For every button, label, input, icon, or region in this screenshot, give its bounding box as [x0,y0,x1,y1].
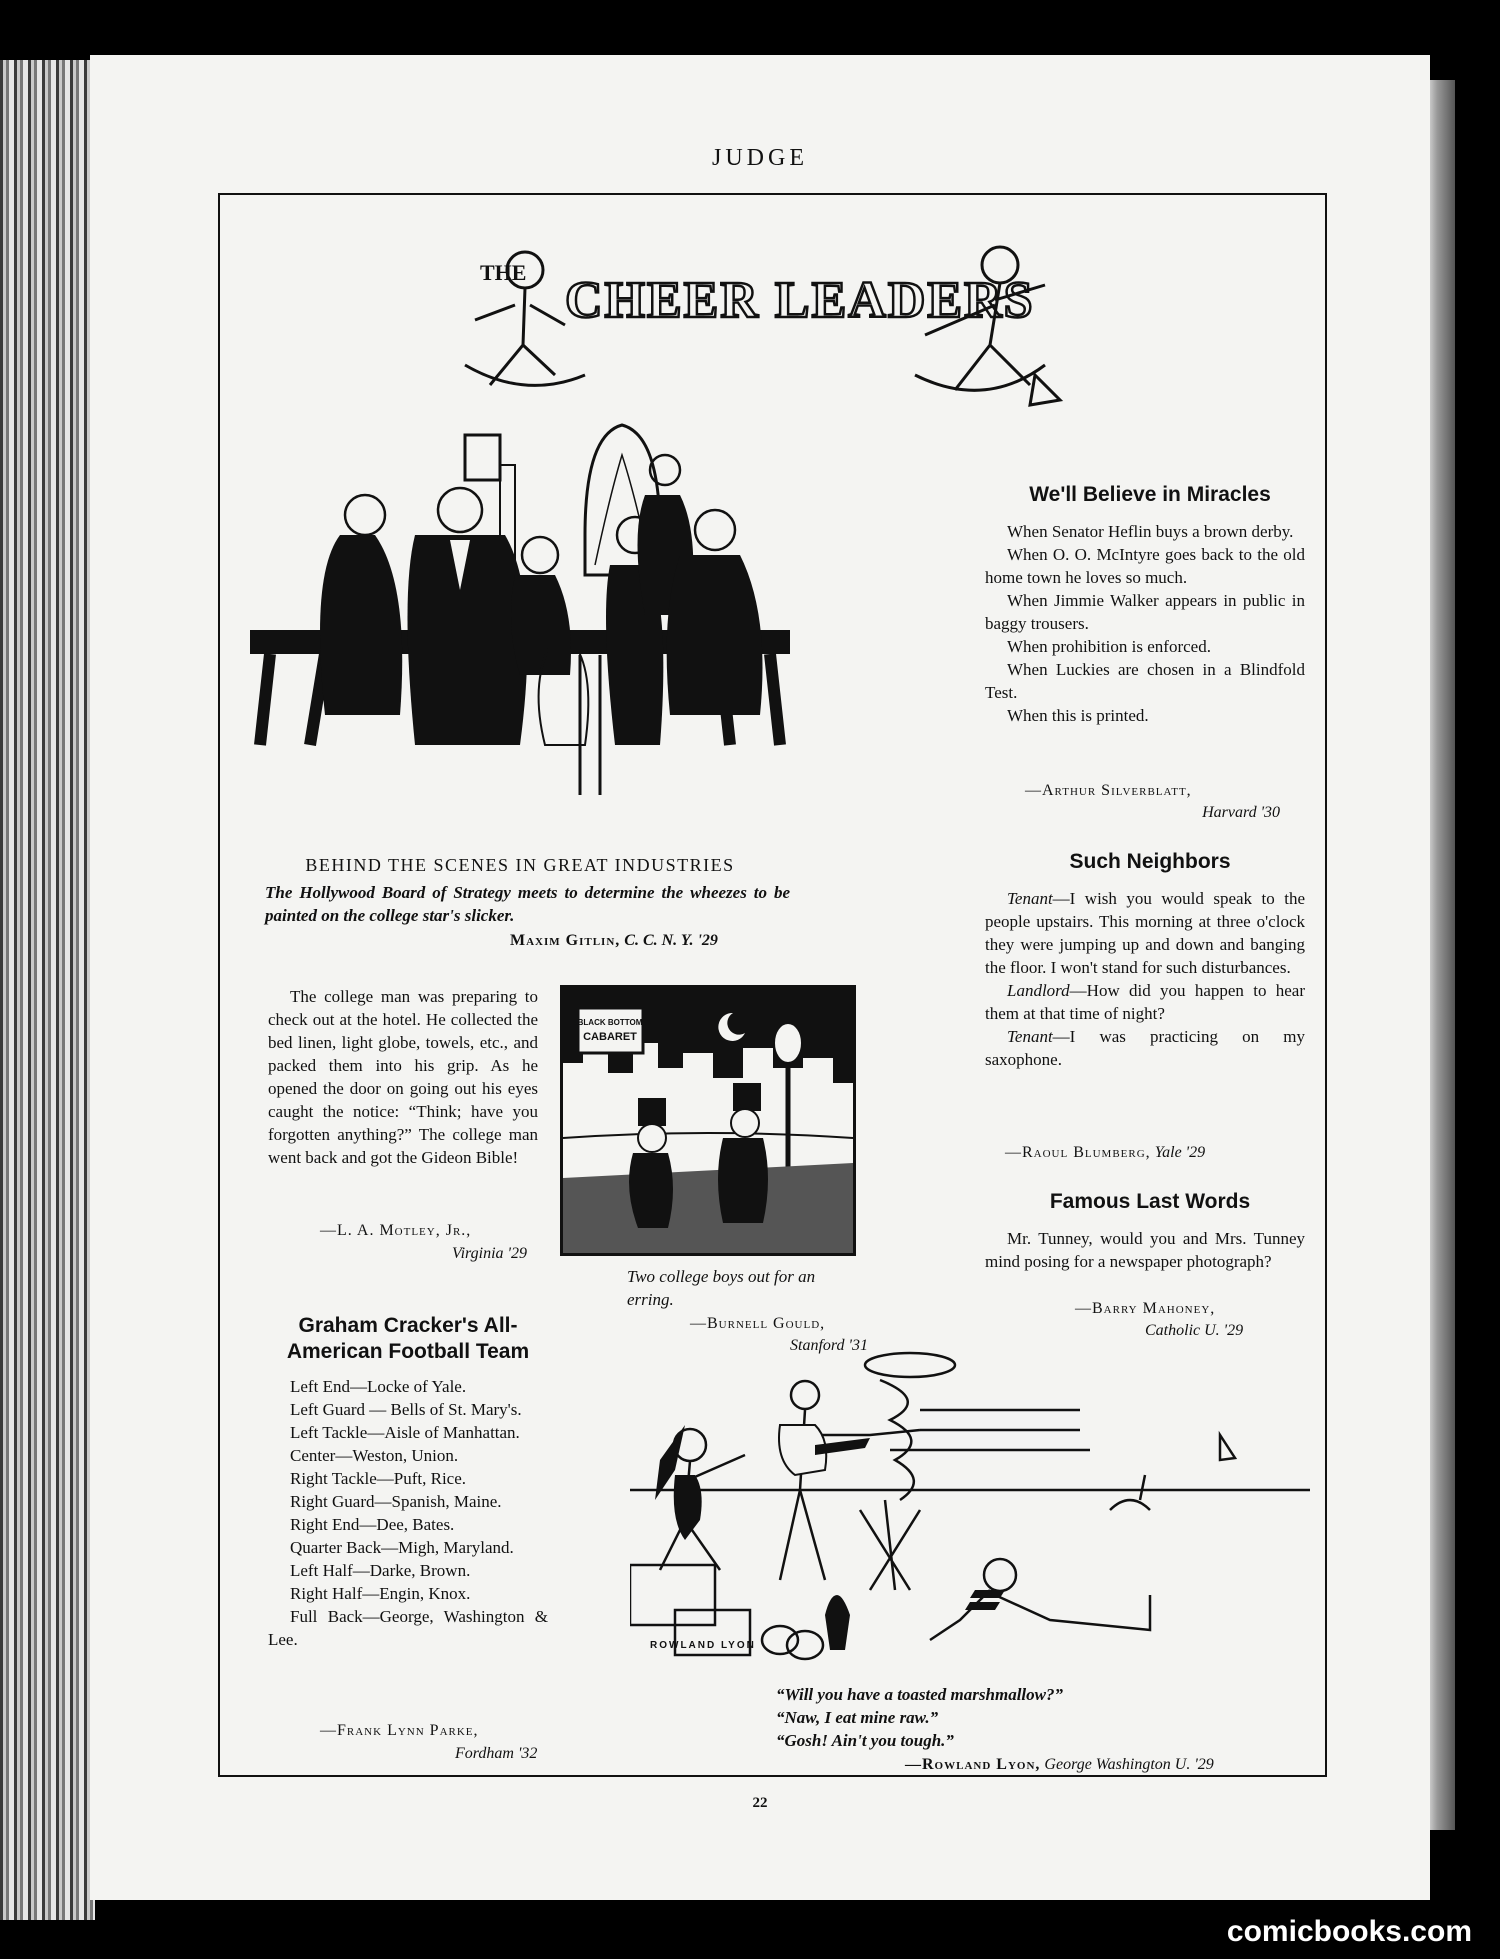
marshmallow-dialogue-line: “Naw, I eat mine raw.” [776,1708,939,1727]
cartoon1-credit-name: Maxim Gitlin, [510,932,621,949]
neighbors-author: —Raoul Blumberg, [1005,1144,1151,1161]
miracles-line: When prohibition is enforced. [1007,637,1211,656]
football-position: Right Tackle—Puft, Rice. [290,1469,467,1488]
last-words-heading: Famous Last Words [1049,1190,1251,1213]
neighbors-tenant-line [985,1025,1305,1071]
cheer-leaders-banner [445,225,1075,420]
banner-title-text: CHEER LEADERS [565,272,1035,329]
football-position: Left End—Locke of Yale. [290,1377,467,1396]
tenant-label: Tenant [1007,889,1053,908]
football-position: Full Back—George, Washington & Lee. [268,1607,548,1649]
football-position: Right End—Dee, Bates. [290,1515,455,1534]
landlord-line: —How did you happen to hear them at that time of night? [985,981,1305,1023]
cabaret-sign-line1: BLACK BOTTOM [577,1018,643,1027]
football-school: Fordham '32 [455,1745,538,1762]
hotel-school: Virginia '29 [452,1245,527,1262]
cabaret-author: —Burnell Gould, [690,1315,826,1332]
neighbors-heading: Such Neighbors [1069,850,1231,873]
cartoon1-credit [510,930,790,952]
marshmallow-dialogue-line: “Gosh! Ain't you tough.” [776,1731,954,1750]
miracles-body [985,520,1305,727]
cabaret-school: Stanford '31 [790,1337,868,1354]
tenant-line2: —I was practicing on my saxophone. [985,1027,1305,1069]
hotel-joke [268,985,538,1169]
miracles-line: When O. O. McIntyre goes back to the old home town he loves so much. [985,545,1305,587]
marshmallow-dialogue-line: “Will you have a toasted marshmallow?” [776,1685,1063,1704]
football-author: —Frank Lynn Parke, [320,1722,479,1739]
hotel-author: —L. A. Motley, Jr., [320,1222,472,1239]
book-page-edges [0,60,95,1920]
neighbors-credit [1005,1142,1305,1164]
marshmallow-author: —Rowland Lyon, [905,1756,1041,1773]
football-position: Center—Weston, Union. [290,1446,459,1465]
cabaret-sign-line2: CABARET [583,1031,637,1043]
football-heading: Graham Cracker's All-American Football Team [286,1314,530,1363]
cartoon1-credit-school: C. C. N. Y. '29 [624,932,718,949]
cheer-leaders-illustration [445,225,1075,420]
miracles-author: —Arthur Silverblatt, [1025,782,1192,799]
banner-the-text: THE [480,260,527,285]
running-head: JUDGE [712,145,808,171]
football-position: Right Half—Engin, Knox. [290,1584,471,1603]
last-words-author: —Barry Mahoney, [1075,1300,1216,1317]
page-number: 22 [752,1795,768,1811]
landlord-label: Landlord [1007,981,1070,1000]
miracles-line: When this is printed. [1007,706,1149,725]
watermark: comicbooks.com [1226,1915,1472,1948]
miracles-line: When Senator Heflin buys a brown derby. [1007,522,1294,541]
neighbors-landlord-line [985,979,1305,1025]
magazine-page [90,55,1430,1900]
cabaret-cartoon [560,985,856,1256]
football-team-list [268,1375,548,1651]
board-of-strategy-cartoon [250,415,790,855]
neighbors-school: Yale '29 [1154,1144,1206,1161]
marshmallow-school: George Washington U. '29 [1044,1756,1214,1773]
tenant-label: Tenant [1007,1027,1053,1046]
football-position: Left Tackle—Aisle of Manhattan. [290,1423,520,1442]
marshmallow-dialogue [776,1683,1316,1752]
last-words-school: Catholic U. '29 [1145,1322,1244,1339]
miracles-line: When Jimmie Walker appears in public in baggy trousers. [985,591,1305,633]
marshmallow-artist-signature: ROWLAND LYON [650,1640,756,1651]
football-position: Left Half—Darke, Brown. [290,1561,471,1580]
cabaret-caption: Two college boys out for an erring. [627,1267,816,1309]
marshmallow-credit [905,1754,1325,1776]
tenant-line1: —I wish you would speak to the people upstairs. This morning at three o'clock they were jumping up and down and banging the floor. I won't stand for such disturbances. [985,889,1305,977]
marshmallow-cartoon [630,1340,1310,1670]
marshmallow-illustration [630,1340,1310,1670]
cartoon1-title: BEHIND THE SCENES IN GREAT INDUSTRIES [305,855,735,875]
board-meeting-illustration [250,415,790,855]
cartoon1-caption: The Hollywood Board of Strategy meets to determine the wheezes to be painted on the college star's slicker. [265,883,790,925]
neighbors-tenant-line [985,887,1305,979]
miracles-school: Harvard '30 [1202,804,1280,821]
cabaret-illustration [563,988,853,1253]
miracles-line: When Luckies are chosen in a Blindfold Test. [985,660,1305,702]
last-words-text: Mr. Tunney, would you and Mrs. Tunney mind posing for a newspaper photograph? [985,1229,1305,1271]
hotel-joke-text: The college man was preparing to check out at the hotel. He collected the bed linen, light globe, towels, etc., and packed them into his grip. As he opened the door on going out his eyes caught the notice: “Think; have you forgotten anything?” The college man went back and got the Gideon Bible! [268,987,538,1167]
last-words-body [985,1227,1305,1273]
neighbors-body [985,887,1305,1071]
football-position: Right Guard—Spanish, Maine. [290,1492,502,1511]
miracles-heading: We'll Believe in Miracles [1029,483,1271,506]
football-position: Quarter Back—Migh, Maryland. [290,1538,514,1557]
football-position: Left Guard — Bells of St. Mary's. [290,1400,522,1419]
